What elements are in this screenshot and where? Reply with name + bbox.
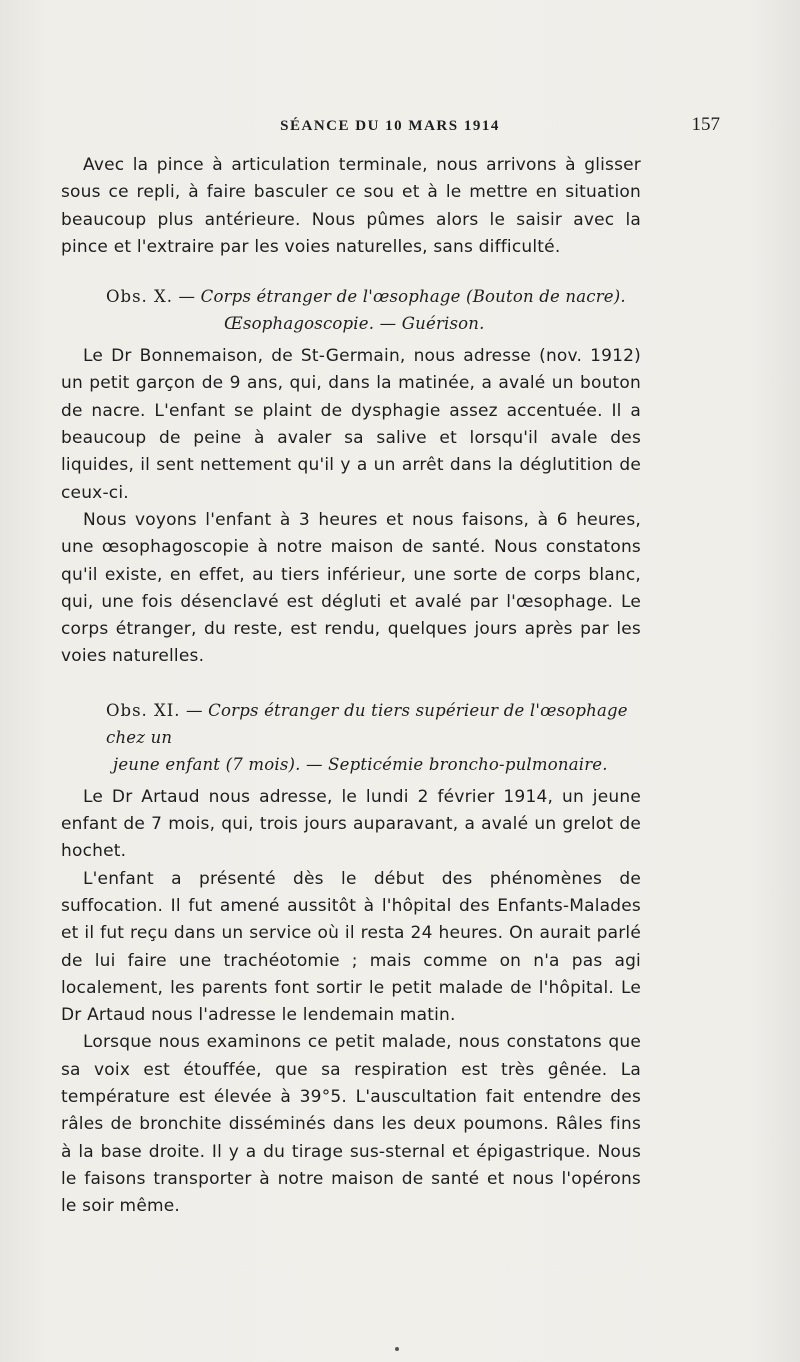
paragraph-4: Le Dr Artaud nous adresse, le lundi 2 février 1914, un jeune enfant de 7 mois, qui, trois jours auparavant, a avalé un grelot de hochet. [61, 786, 641, 862]
observation-10-title [61, 283, 641, 337]
observation-11-title-line2: jeune enfant (7 mois). — Septicémie broncho-pulmonaire. [113, 754, 608, 774]
observation-11-title-line1: — Corps étranger du tiers supérieur de l'œsophage chez un [106, 700, 628, 747]
paragraph-2: Le Dr Bonnemaison, de St-Germain, nous adresse (nov. 1912) un petit garçon de 9 ans, qui, dans la matinée, a avalé un bouton de nacre. L'enfant se plaint de dysphagie assez accentuée. Il a beaucoup de peine à avaler sa salive et lorsqu'il avale des liquides, il sent nettement qu'il y a un arrêt dans la déglutition de ceux-ci. [61, 346, 641, 503]
observation-11-title [61, 697, 641, 778]
page-mark-dot [395, 1347, 399, 1351]
page-header [60, 114, 720, 144]
observation-10-title-line1: — Corps étranger de l'œsophage (Bouton de nacre). [173, 287, 626, 307]
paragraph-5: L'enfant a présenté dès le début des phénomènes de suffocation. Il fut amené aussitôt à l'hôpital des Enfants-Malades et il fut reçu dans un service où il resta 24 heures. On aurait parlé de lui faire une trachéotomie ; mais comme on n'a pas agi localement, les parents font sortir le petit malade de l'hôpital. Le Dr Artaud nous l'adresse le lendemain matin. [61, 868, 641, 1026]
paragraph-3: Nous voyons l'enfant à 3 heures et nous faisons, à 6 heures, une œsophagoscopie à notre maison de santé. Nous constatons qu'il existe, en effet, au tiers inférieur, une sorte de corps blanc, qui, une fois désenclavé est dégluti et avalé par l'œsophage. Le corps étranger, du reste, est rendu, quelques jours après par les voies naturelles. [61, 509, 641, 667]
body-text [61, 152, 641, 1221]
page-number: 157 [691, 114, 720, 135]
paragraph-6: Lorsque nous examinons ce petit malade, nous constatons que sa voix est étouffée, que sa respiration est très gênée. La température est élevée à 39°5. L'auscultation fait entendre des râles de bronchite disséminés dans les deux poumons. Râles fins à la base droite. Il y a du tirage sus-sternal et épigastrique. Nous le faisons transporter à notre maison de santé et nous l'opérons le soir même. [61, 1032, 641, 1217]
observation-11-label: Obs. XI. [106, 700, 181, 720]
paragraph-1: Avec la pince à articulation terminale, nous arrivons à glisser sous ce repli, à faire basculer ce sou et à le mettre en situation beaucoup plus antérieure. Nous pûmes alors le saisir avec la pince et l'extraire par les voies naturelles, sans difficulté. [61, 155, 641, 257]
running-head: SÉANCE DU 10 MARS 1914 [280, 118, 500, 134]
observation-10-label: Obs. X. [106, 287, 174, 307]
observation-10-title-line2: Œsophagoscopie. — Guérison. [224, 314, 485, 334]
